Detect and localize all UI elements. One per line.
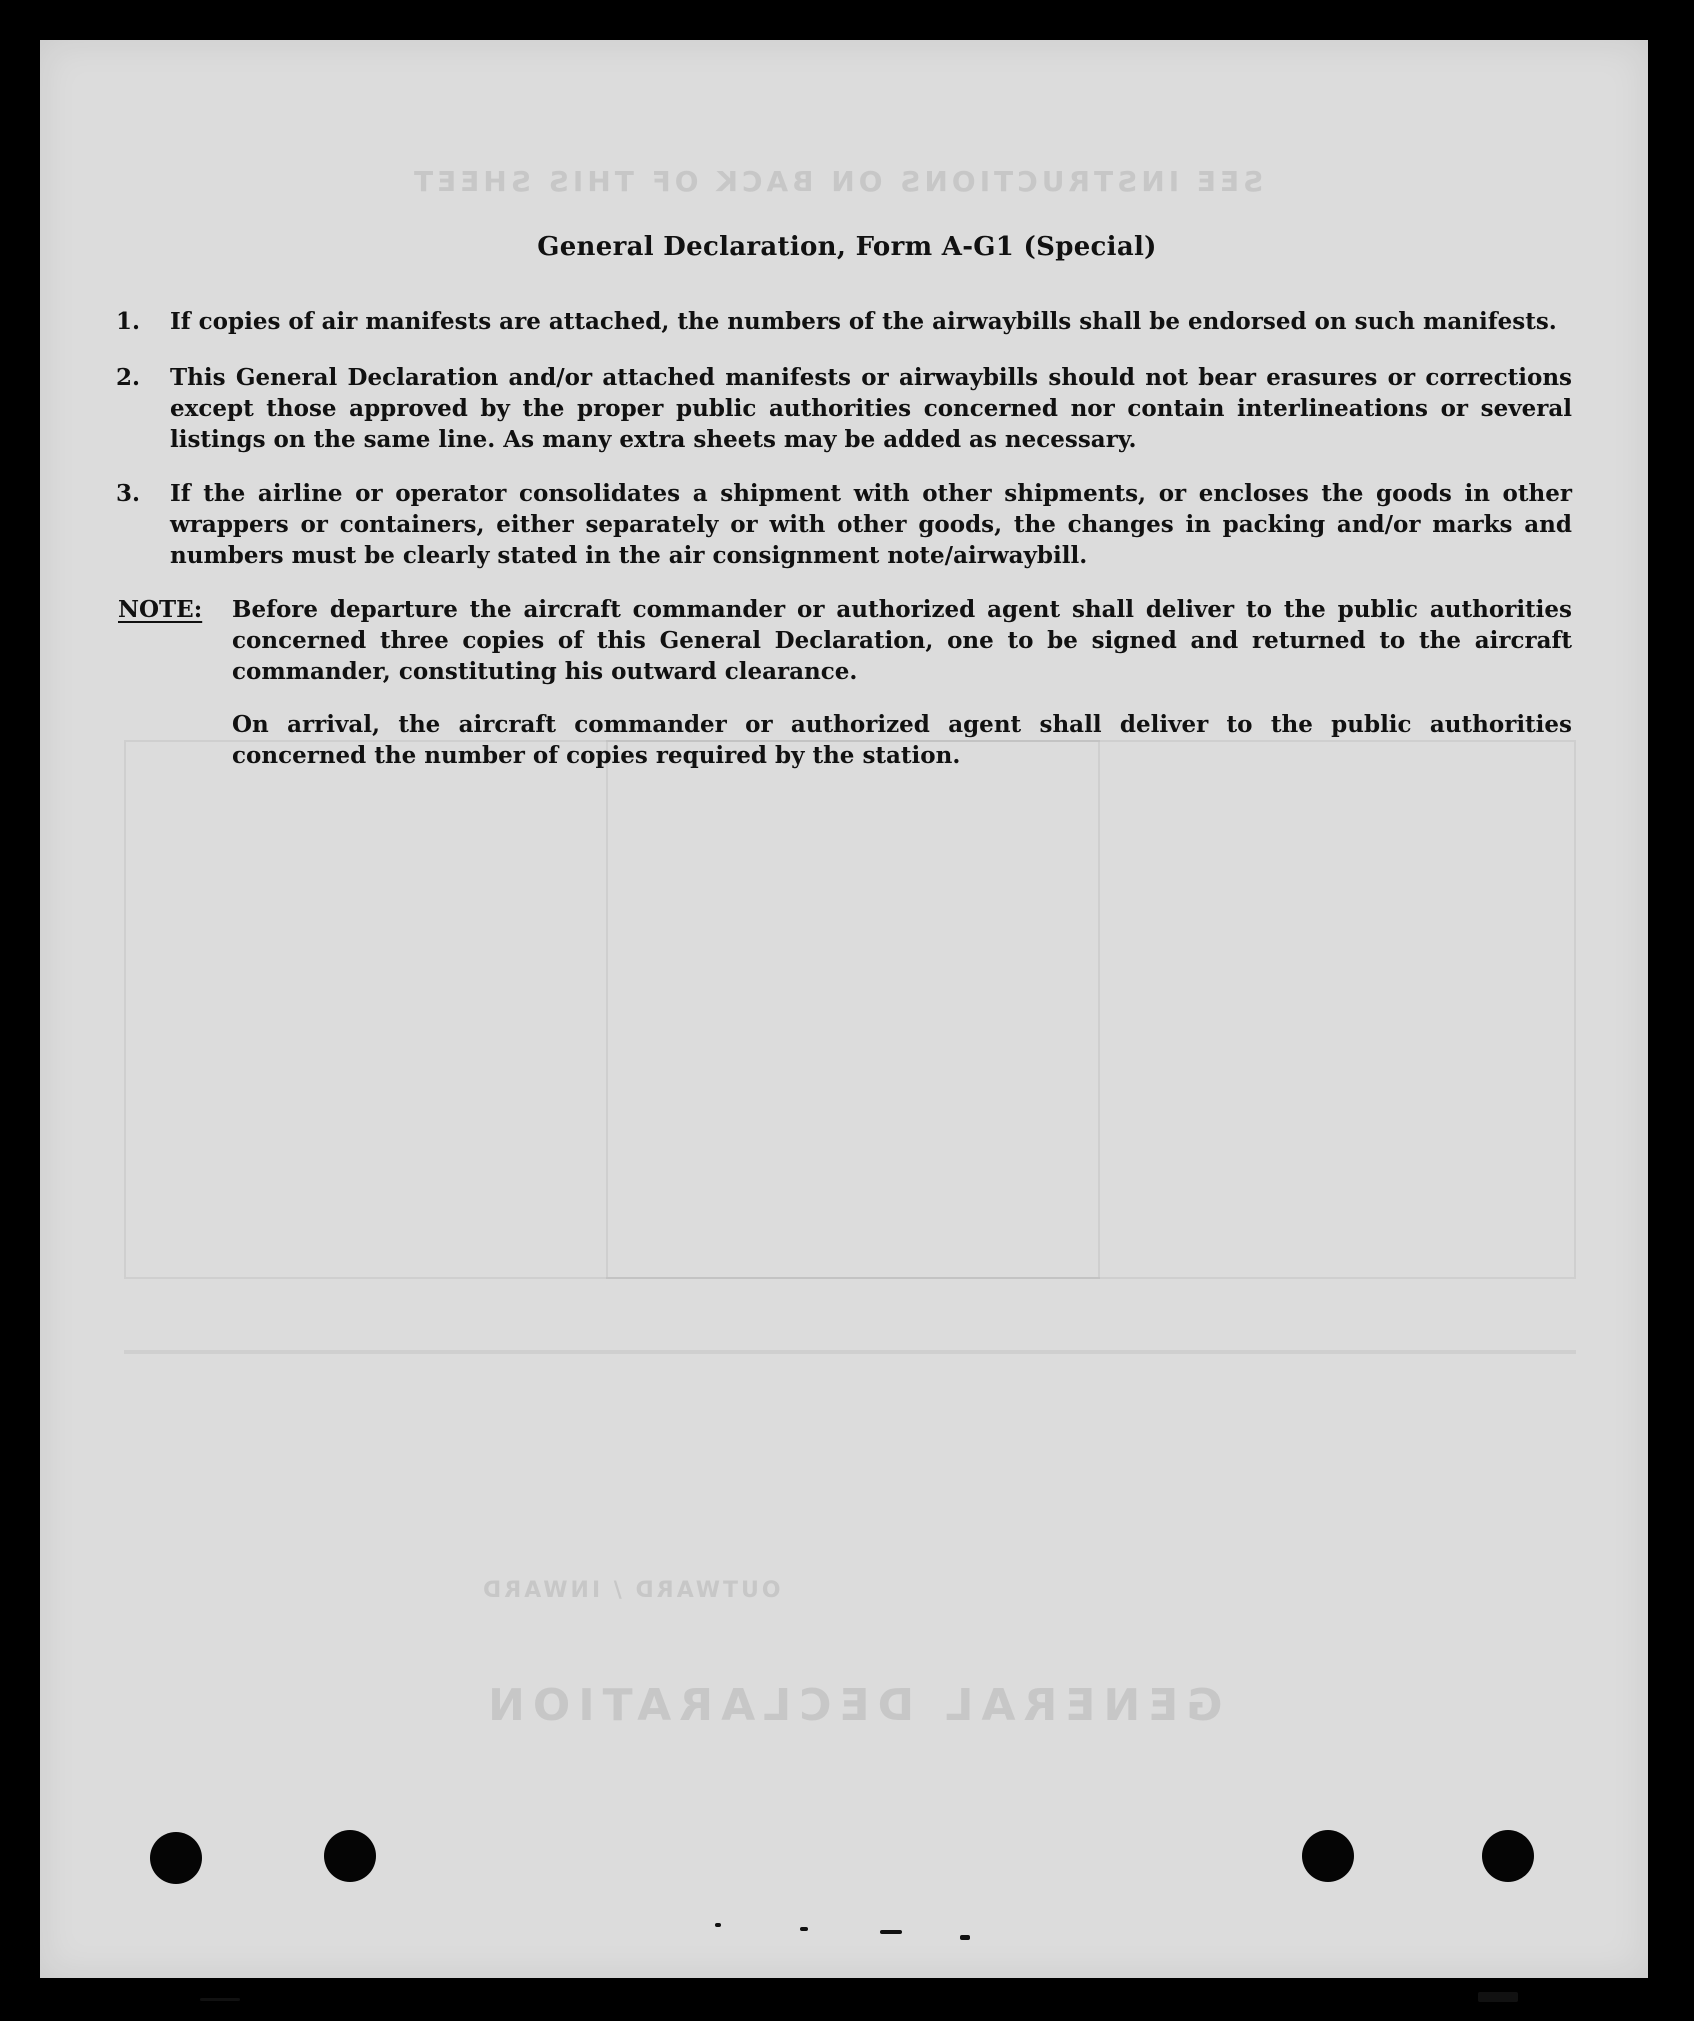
punch-hole: [150, 1832, 202, 1884]
note-paragraph-1: Before departure the aircraft commander or authorized agent shall deliver to the public authorities concerned three copies of this General Declaration, one to be signed and returned to the aircraft commander, constituting his outward clearance.: [232, 596, 1572, 685]
list-item-number: 1.: [116, 308, 141, 335]
bleed-through-col-1: [606, 740, 1100, 1279]
list-item-text: If copies of air manifests are attached, the numbers of the airwaybills shall be endorsed on such manifests.: [170, 308, 1557, 335]
punch-hole: [1482, 1830, 1534, 1882]
bleed-through-line-1: OUTWARD / INWARD: [480, 1578, 781, 1603]
list-item-3: [0, 478, 1694, 578]
list-item-number: 3.: [116, 480, 141, 507]
document-title: General Declaration, Form A-G1 (Special): [537, 232, 1157, 262]
scan-speck: [715, 1923, 721, 1927]
bleed-through-heading: GENERAL DECLARATION: [480, 1680, 1223, 1731]
scan-speck: [200, 1998, 240, 2001]
list-item-number: 2.: [116, 364, 141, 391]
note-label: NOTE:: [118, 596, 203, 623]
scan-speck: [800, 1927, 808, 1931]
list-item-text: This General Declaration and/or attached manifests or airwaybills should not bear erasures or corrections except those approved by the proper public authorities concerned nor contain interlineations or several listings on the same line. As many extra sheets may be added as necessary.: [170, 364, 1572, 453]
scan-speck: [1478, 1992, 1518, 2002]
scan-speck: [880, 1930, 902, 1934]
note-section: [0, 594, 1694, 784]
list-item-1: [0, 306, 1694, 346]
bleed-through-line-2: SEE INSTRUCTIONS ON BACK OF THIS SHEET: [410, 165, 1264, 198]
list-item-text: If the airline or operator consolidates a shipment with other shipments, or encloses the goods in other wrappers or containers, either separately or with other goods, the changes in packing and/or marks and numbers must be clearly stated in the air consignment note/airwaybill.: [170, 480, 1572, 569]
punch-hole: [324, 1830, 376, 1882]
note-paragraph-2: On arrival, the aircraft commander or authorized agent shall deliver to the public authorities concerned the number of copies required by the station.: [232, 711, 1572, 769]
punch-hole: [1302, 1830, 1354, 1882]
list-item-2: [0, 362, 1694, 462]
bleed-through-rule: [124, 1350, 1576, 1354]
scan-speck: [960, 1935, 970, 1940]
